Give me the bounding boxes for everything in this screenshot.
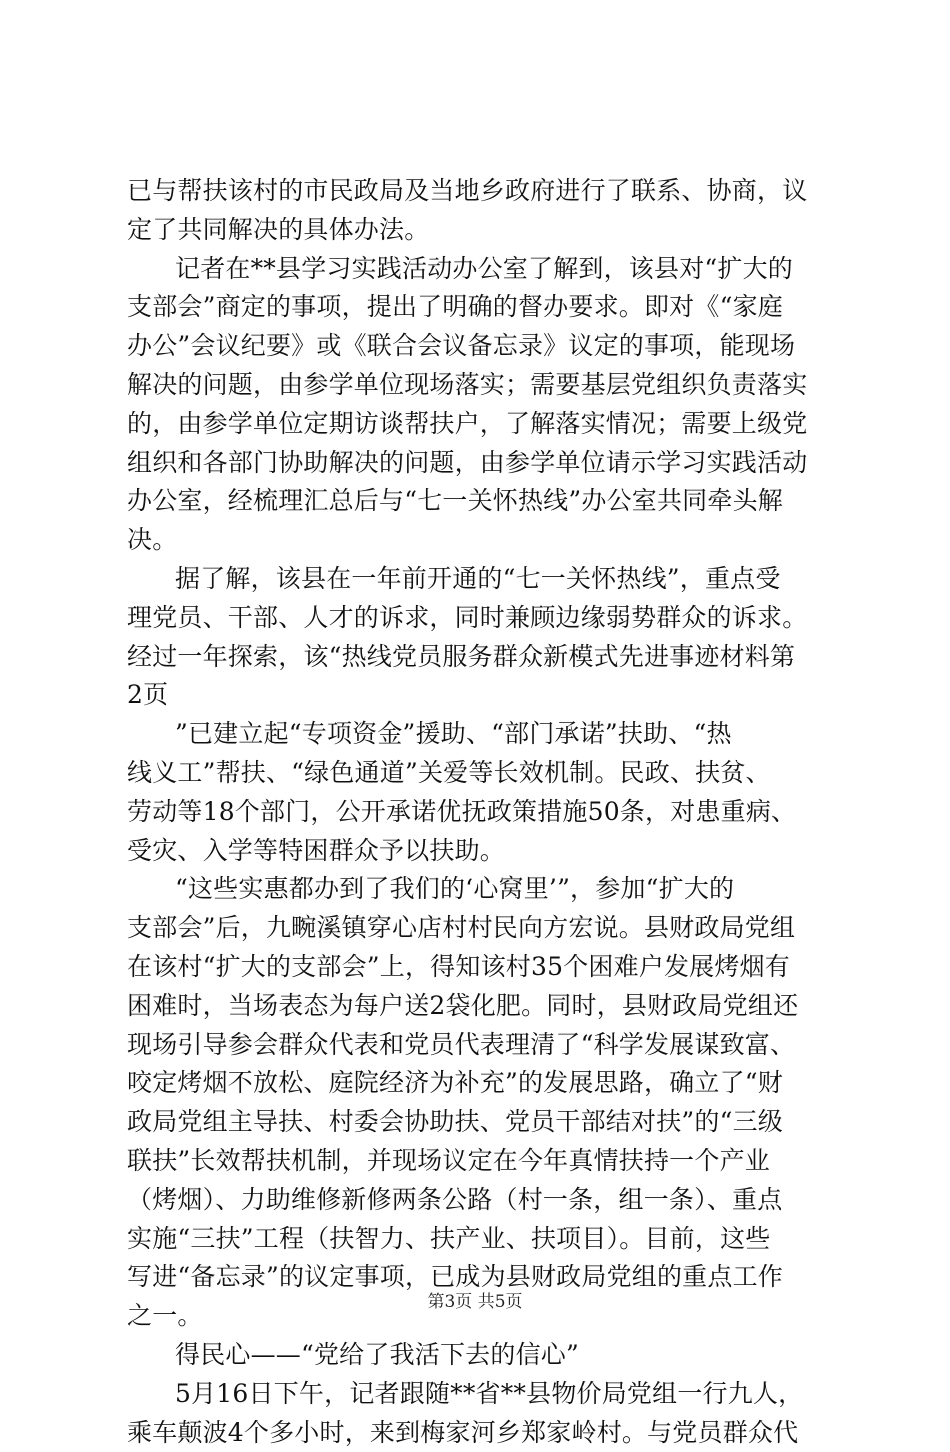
text-line: 办公”会议纪要》或《联合会议备忘录》议定的事项，能现场 — [127, 327, 831, 366]
text-line: 决。 — [127, 521, 831, 560]
text-line: 乘车颠波4个多小时，来到梅家河乡郑家岭村。与党员群众代 — [127, 1414, 831, 1452]
text-line: 实施“三扶”工程（扶智力、扶产业、扶项目）。目前，这些 — [127, 1220, 831, 1259]
text-line: 已与帮扶该村的市民政局及当地乡政府进行了联系、协商，议 — [127, 172, 831, 211]
text-line: 写进“备忘录”的议定事项，已成为县财政局党组的重点工作 — [127, 1258, 831, 1297]
text-line: 办公室，经梳理汇总后与“七一关怀热线”办公室共同牵头解 — [127, 482, 831, 521]
text-line: 困难时，当场表态为每户送2袋化肥。同时，县财政局党组还 — [127, 987, 831, 1026]
text-line: 在该村“扩大的支部会”上，得知该村35个困难户发展烤烟有 — [127, 948, 831, 987]
text-line: 经过一年探索，该“热线党员服务群众新模式先进事迹材料第 — [127, 638, 831, 677]
text-line: 劳动等18个部门，公开承诺优抚政策措施50条，对患重病、 — [127, 793, 831, 832]
text-line: 联扶”长效帮扶机制，并现场议定在今年真情扶持一个产业 — [127, 1142, 831, 1181]
text-line: 线义工”帮扶、“绿色通道”关爱等长效机制。民政、扶贫、 — [127, 754, 831, 793]
text-line: 支部会”商定的事项，提出了明确的督办要求。即对《“家庭 — [127, 288, 831, 327]
text-line: 理党员、干部、人才的诉求，同时兼顾边缘弱势群众的诉求。 — [127, 599, 831, 638]
text-line: 咬定烤烟不放松、庭院经济为补充”的发展思路，确立了“财 — [127, 1064, 831, 1103]
page-footer: 第3页 共5页 — [0, 1290, 950, 1314]
text-line: 受灾、入学等特困群众予以扶助。 — [127, 832, 831, 871]
text-line: 5月16日下午，记者跟随**省**县物价局党组一行九人， — [127, 1375, 831, 1414]
text-line: 定了共同解决的具体办法。 — [127, 211, 831, 250]
document-body — [127, 172, 831, 1452]
text-line: 支部会”后，九畹溪镇穿心店村村民向方宏说。县财政局党组 — [127, 909, 831, 948]
text-line: 据了解，该县在一年前开通的“七一关怀热线”，重点受 — [127, 560, 831, 599]
text-line: 组织和各部门协助解决的问题，由参学单位请示学习实践活动 — [127, 444, 831, 483]
text-line: ”已建立起“专项资金”援助、“部门承诺”扶助、“热 — [127, 715, 831, 754]
text-line: 的，由参学单位定期访谈帮扶户，了解落实情况；需要上级党 — [127, 405, 831, 444]
text-line: 之一。 — [127, 1297, 831, 1336]
text-line: 现场引导参会群众代表和党员代表理清了“科学发展谋致富、 — [127, 1026, 831, 1065]
text-line: 解决的问题，由参学单位现场落实；需要基层党组织负责落实 — [127, 366, 831, 405]
text-line: “这些实惠都办到了我们的‘心窝里’”，参加“扩大的 — [127, 870, 831, 909]
text-line: 2页 — [127, 676, 831, 715]
text-line: 政局党组主导扶、村委会协助扶、党员干部结对扶”的“三级 — [127, 1103, 831, 1142]
text-line: 记者在**县学习实践活动办公室了解到，该县对“扩大的 — [127, 250, 831, 289]
text-line: （烤烟）、力助维修新修两条公路（村一条，组一条）、重点 — [127, 1181, 831, 1220]
text-line: 得民心——“党给了我活下去的信心” — [127, 1336, 831, 1375]
